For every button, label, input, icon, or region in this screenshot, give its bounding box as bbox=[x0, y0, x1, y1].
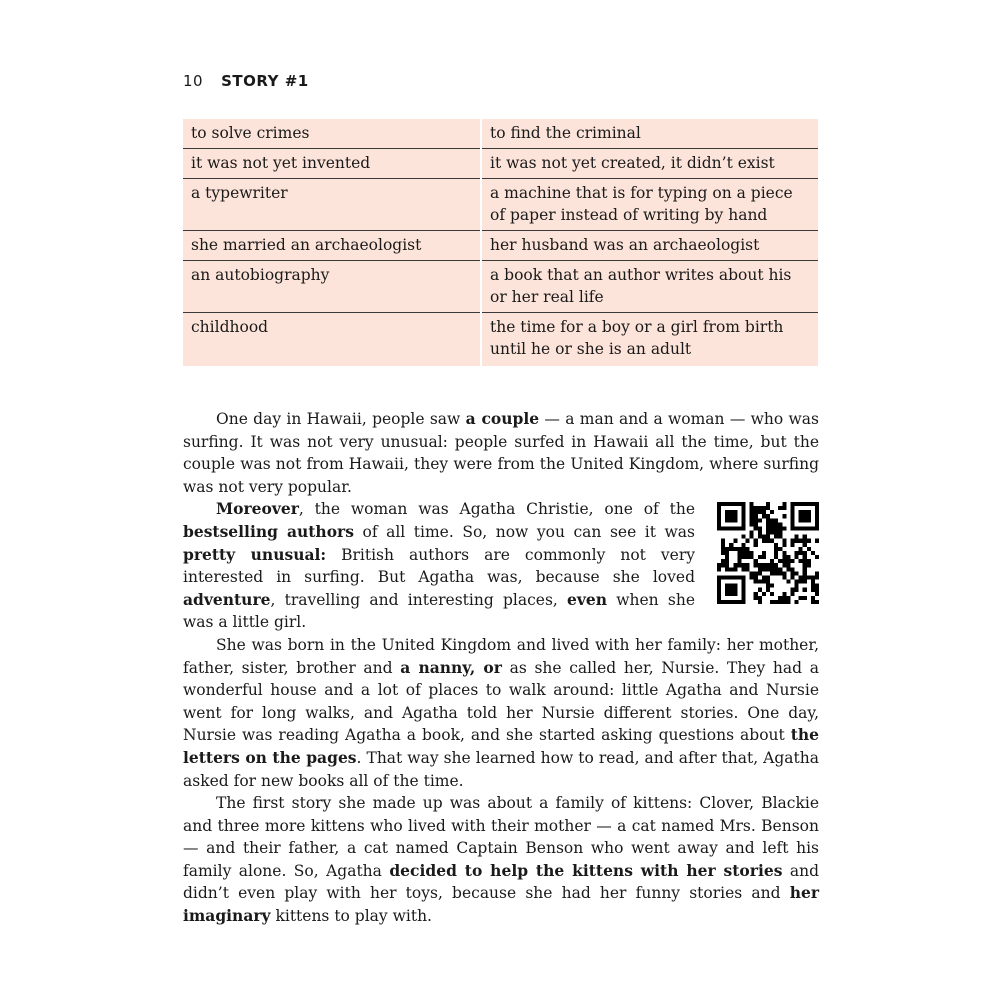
story-paragraph: The first story she made up was about a family of kittens: Clover, Blackie and three more kittens who lived with their mother — a cat named Mrs. Benson — and their father, a cat named Captain Benson who went away and left his family alone. So, Agatha decided to help the kittens with her stories and didn’t even play with her toys, because she had her funny stories and her imaginary kittens to play with. bbox=[183, 794, 819, 926]
vocab-term: it was not yet invented bbox=[183, 149, 481, 179]
vocab-highlight: decided to help the kittens with her stories bbox=[389, 860, 783, 880]
vocab-highlight: even bbox=[567, 589, 608, 609]
vocab-row bbox=[183, 149, 818, 179]
vocabulary-table bbox=[183, 119, 818, 366]
vocab-definition: a book that an author writes about his or her real life bbox=[481, 261, 818, 313]
vocab-highlight: bestselling authors bbox=[183, 521, 354, 541]
vocab-row bbox=[183, 313, 818, 367]
story-paragraph: Moreover, the woman was Agatha Christie, one of the bestselling authors of all time. So, now you can see it was pretty unusual: British authors are commonly not very interested in surfing. But Agatha was, because she loved adventure, travelling and interesting places, even when she was a little girl. bbox=[183, 498, 819, 634]
vocab-highlight: the letters on the pages bbox=[183, 725, 819, 767]
vocab-row bbox=[183, 119, 818, 149]
vocab-highlight: pretty unusual: bbox=[183, 544, 327, 564]
vocab-row bbox=[183, 231, 818, 261]
vocab-term: childhood bbox=[183, 313, 481, 367]
vocab-definition: a machine that is for typing on a piece of paper instead of writing by hand bbox=[481, 179, 818, 231]
vocab-definition: the time for a boy or a girl from birth until he or she is an adult bbox=[481, 313, 818, 367]
vocab-highlight: her imaginary bbox=[183, 883, 819, 926]
vocab-term: an autobiography bbox=[183, 261, 481, 313]
page-number: 10 bbox=[183, 72, 204, 90]
vocab-definition: her husband was an archaeologist bbox=[481, 231, 818, 261]
story-paragraph: She was born in the United Kingdom and lived with her family: her mother, father, sister, brother and a nanny, or as she called her, Nursie. They had a wonderful house and a lot of places to walk around: little Agatha and Nursie went for long walks, and Agatha told her Nursie different stories. One day, Nursie was reading Agatha a book, and she started asking questions about the letters on the pages. That way she learned how to read, and after that, Agatha asked for new books all of the time. bbox=[183, 635, 819, 790]
vocab-highlight: a couple bbox=[465, 409, 540, 428]
qr-code-icon[interactable] bbox=[717, 502, 819, 604]
vocab-term: a typewriter bbox=[183, 179, 481, 231]
vocab-highlight: a nanny, or bbox=[400, 657, 502, 677]
vocab-highlight: adventure bbox=[183, 589, 271, 609]
vocab-row bbox=[183, 179, 818, 231]
vocab-highlight: Moreover bbox=[216, 499, 299, 519]
story-paragraph: One day in Hawaii, people saw a couple — a man and a woman — who was surfing. It was not very unusual: people surfed in Hawaii all the time, but the couple was not from Hawaii, they were from the United Kingdom, where surfing was not very popular. bbox=[183, 409, 819, 496]
vocab-term: she married an archaeologist bbox=[183, 231, 481, 261]
page-header bbox=[183, 72, 309, 90]
vocab-definition: it was not yet created, it didn’t exist bbox=[481, 149, 818, 179]
vocab-term: to solve crimes bbox=[183, 119, 481, 149]
section-title: STORY #1 bbox=[221, 72, 309, 90]
vocab-definition: to find the criminal bbox=[481, 119, 818, 149]
story-text bbox=[183, 408, 819, 928]
vocab-row bbox=[183, 261, 818, 313]
